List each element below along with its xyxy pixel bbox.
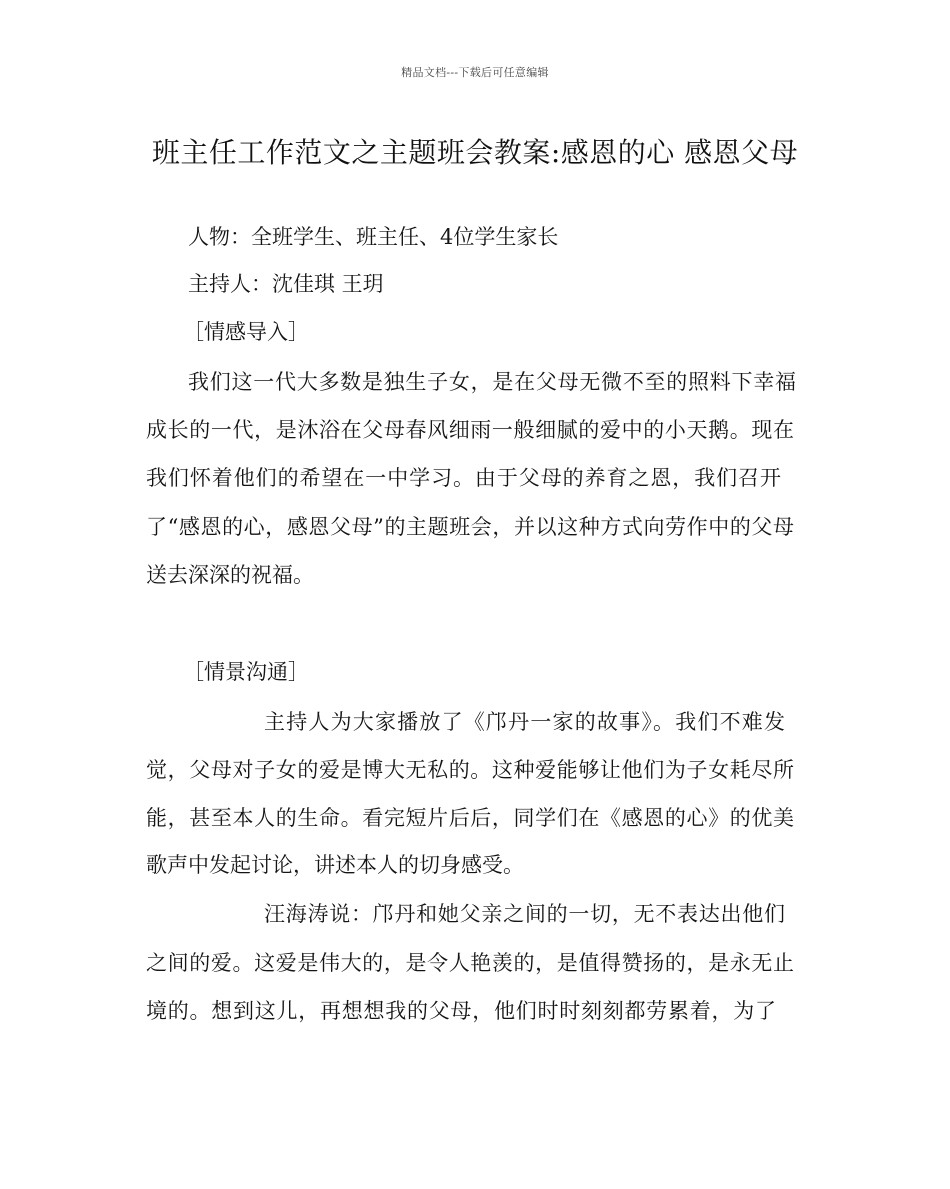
- paragraph-line: 境的。想到这儿，再想想我的父母，他们时时刻刻都劳累着，为了: [146, 999, 776, 1023]
- paragraph-line: 能，甚至本人的生命。看完短片后后，同学们在《感恩的心》的优美: [146, 806, 794, 830]
- paragraph-line: 了“感恩的心，感恩父母”的主题班会，并以这种方式向劳作中的父母: [146, 515, 794, 539]
- paragraph-line: 汪海涛说：邝丹和她父亲之间的一切，无不表达出他们: [264, 902, 785, 926]
- participants-line: 人物：全班学生、班主任、4位学生家长: [188, 225, 559, 249]
- paragraph-line: 成长的一代，是沐浴在父母春风细雨一般细腻的爱中的小天鹅。现在: [146, 418, 794, 442]
- section-heading-emotion: ［情感导入］: [183, 320, 309, 344]
- header-watermark: 精品文档---下载后可任意编辑: [401, 66, 549, 79]
- paragraph-line: 送去深深的祝福。: [146, 563, 314, 587]
- paragraph-line: 觉，父母对子女的爱是博大无私的。这种爱能够让他们为子女耗尽所: [146, 758, 794, 782]
- paragraph-line: 歌声中发起讨论，讲述本人的切身感受。: [146, 853, 524, 877]
- hosts-line: 主持人：沈佳琪 王玥: [188, 272, 384, 296]
- paragraph-line: 主持人为大家播放了《邝丹一家的故事》。我们不难发: [264, 710, 785, 734]
- document-title: 班主任工作范文之主题班会教案:感恩的心 感恩父母: [151, 136, 799, 169]
- paragraph-line: 之间的爱。这爱是伟大的，是令人艳羡的，是值得赞扬的，是永无止: [146, 951, 794, 975]
- paragraph-line: 我们这一代大多数是独生子女，是在父母无微不至的照料下幸福: [188, 370, 796, 394]
- section-heading-scene: ［情景沟通］: [183, 660, 309, 684]
- paragraph-line: 我们怀着他们的希望在一中学习。由于父母的养育之恩，我们召开: [146, 466, 781, 490]
